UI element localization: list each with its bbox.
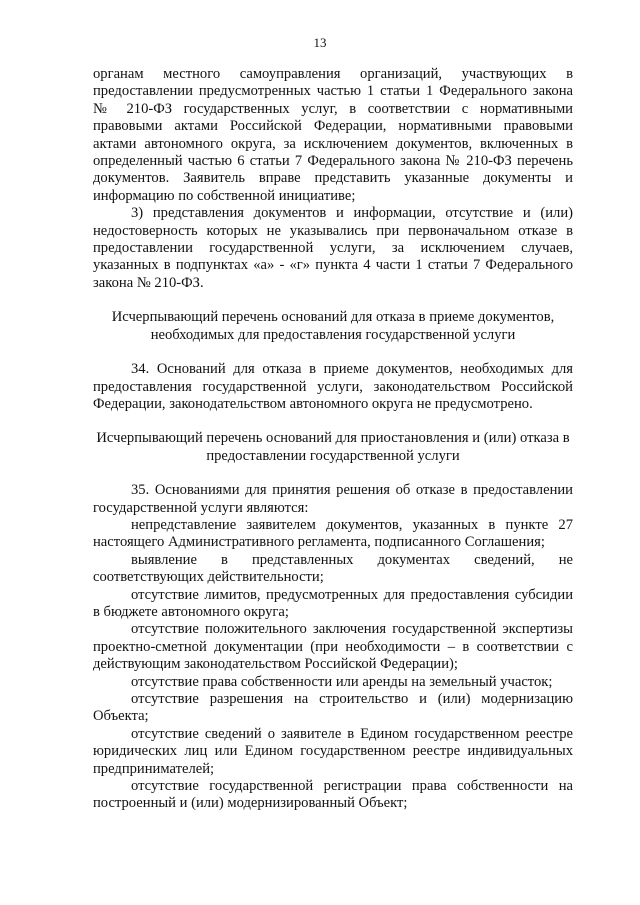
paragraph-continuation: органам местного самоуправления организаций, участвующих в предоставлении предусмотренных частью 1 статьи 1 Федерального закона № 210-ФЗ государственных услуг, в соответствии с нормативными правовыми актами Российской Федерации, нормативными правовыми актами автономного округа, за исключением документов, включенных в определенный частью 6 статьи 7 Федерального закона № 210-ФЗ перечень документов. Заявитель вправе представить указанные документы и информацию по собственной инициативе; xyxy=(93,66,573,204)
list-item-ground: отсутствие разрешения на строительство и (или) модернизацию Объекта; xyxy=(93,691,573,725)
paragraph-34: 34. Оснований для отказа в приеме документов, необходимых для предоставления государственной услуги, законодательством Российской Федерации, законодательством автономного округа не предусмотрено. xyxy=(93,361,573,412)
paragraph-35: 35. Основаниями для принятия решения об отказе в предоставлении государственной услуги являются: xyxy=(93,482,573,516)
list-item-ground: отсутствие лимитов, предусмотренных для предоставления субсидии в бюджете автономного округа; xyxy=(93,586,573,620)
list-item-ground: выявление в представленных документах сведений, не соответствующих действительности; xyxy=(93,551,573,586)
paragraph-item-3: 3) представления документов и информации, отсутствие и (или) недостоверность которых не указывались при первоначальном отказе в предоставлении государственной услуги, за исключением случаев, указанных в подпунктах «а» - «г» пункта 4 части 1 статьи 7 Федерального закона № 210-ФЗ. xyxy=(93,205,573,291)
section-heading-refusal-grounds: Исчерпывающий перечень оснований для приостановления и (или) отказа в предоставлении государственной услуги xyxy=(96,430,570,464)
list-item-ground: отсутствие права собственности или аренды на земельный участок; xyxy=(131,673,553,690)
list-item-ground: отсутствие государственной регистрации права собственности на построенный и (или) модернизированный Объект; xyxy=(93,778,573,812)
page-number: 13 xyxy=(313,35,327,50)
list-item-ground: непредставление заявителем документов, указанных в пункте 27 настоящего Административного регламента, подписанного Соглашения; xyxy=(93,516,573,551)
section-heading-refusal-acceptance: Исчерпывающий перечень оснований для отказа в приеме документов, необходимых для предоставления государственной услуги xyxy=(111,309,555,343)
list-item-ground: отсутствие сведений о заявителе в Едином государственном реестре юридических лиц или Едином государственном реестре индивидуальных предпринимателей; xyxy=(93,725,573,777)
list-item-ground: отсутствие положительного заключения государственной экспертизы проектно-сметной документации (при необходимости – в соответствии с действующим законодательством Российской Федерации); xyxy=(93,621,573,673)
document-body xyxy=(93,66,573,813)
